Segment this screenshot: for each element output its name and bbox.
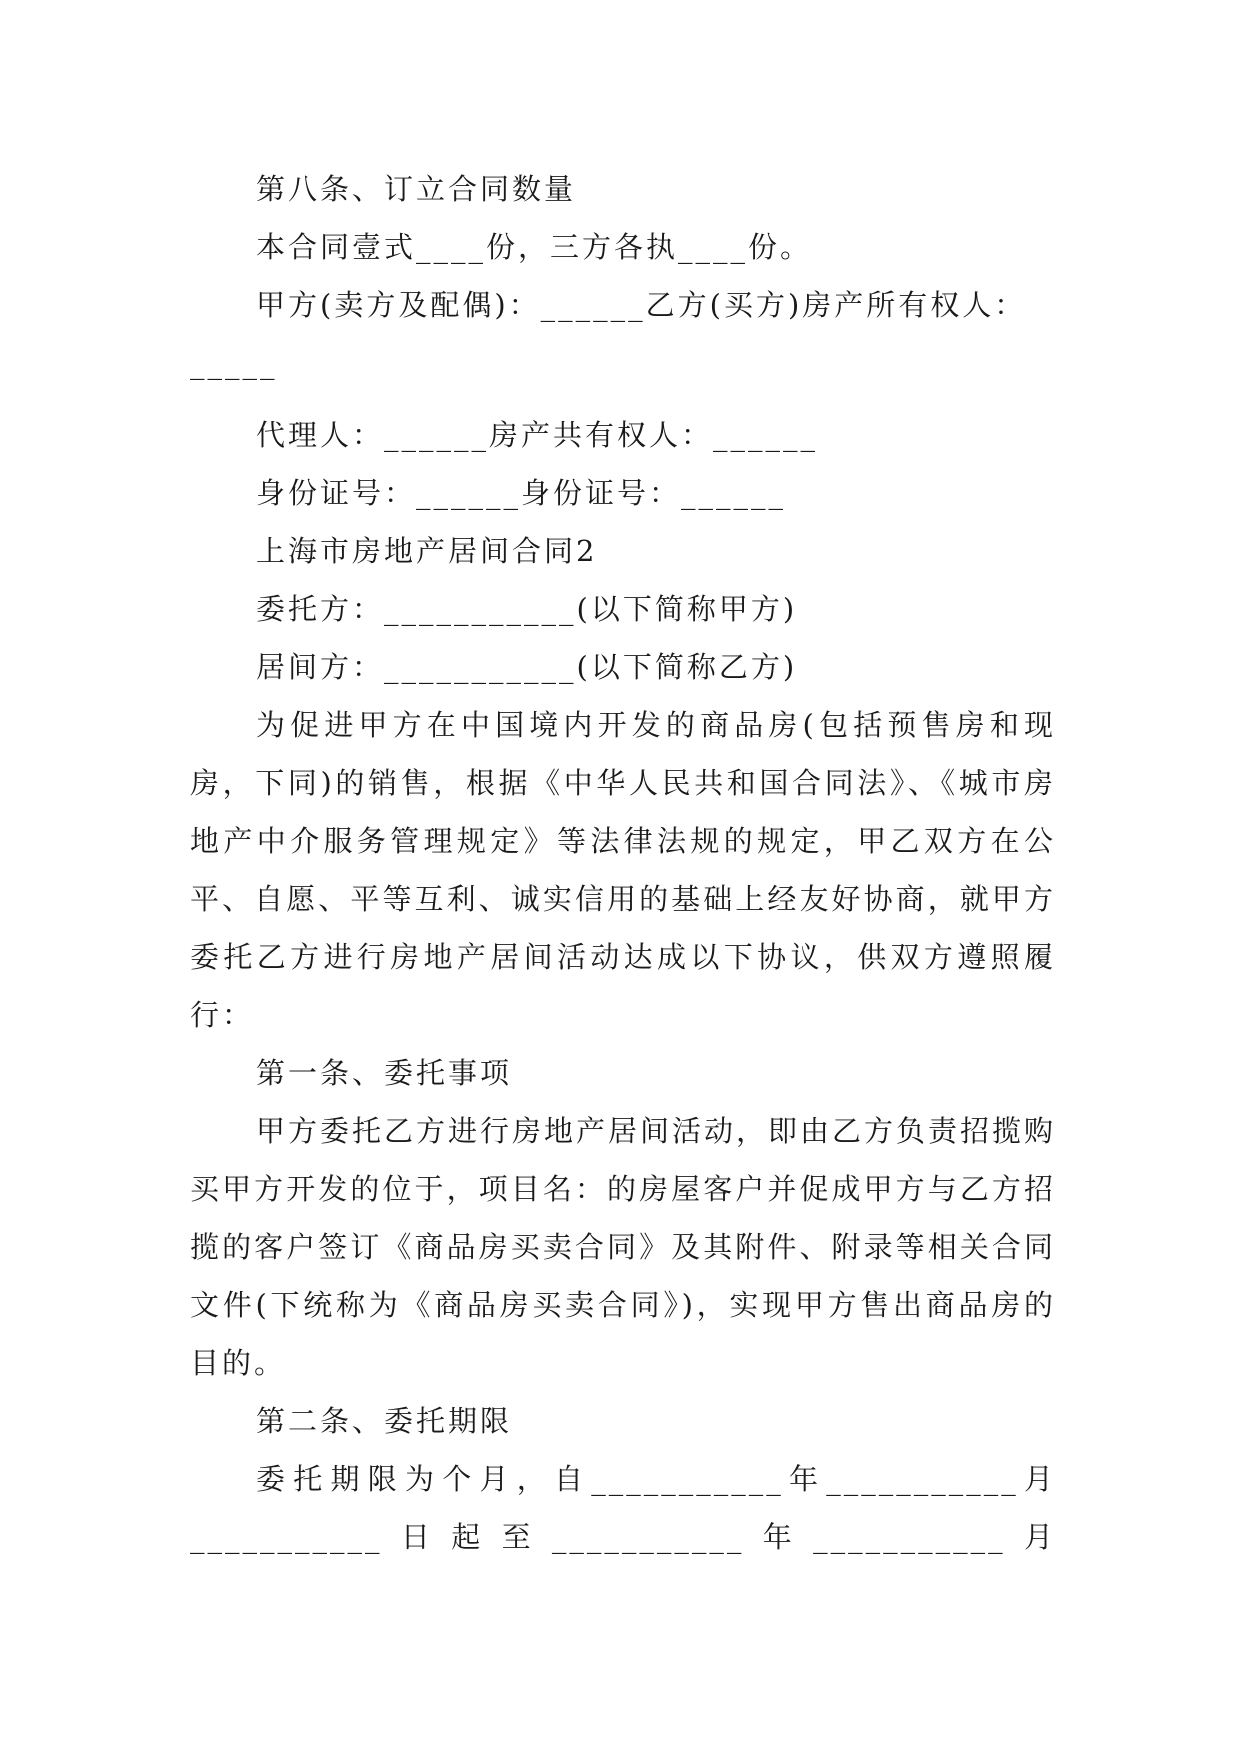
document-body: [190, 160, 1056, 1566]
term-token: 委: [256, 1462, 289, 1496]
agent-line: 代理人：______房产共有权人：______: [256, 418, 819, 452]
article-1-heading: 第一条、委托事项: [256, 1056, 513, 1090]
term-token: 个: [442, 1462, 475, 1496]
term-blank: ___________: [551, 1520, 745, 1554]
term-line-2: [190, 1508, 1056, 1566]
term-token: 年: [762, 1520, 795, 1554]
term-token: 月: [479, 1462, 512, 1496]
article-1-body: 甲方委托乙方进行房地产居间活动，即由乙方负责招揽购买甲方开发的位于，项目名：的房屋客户并促成甲方与乙方招揽的客户签订《商品房买卖合同》及其附件、附录等相关合同文件(下统称为《商品房买卖合同》)，实现甲方售出商品房的目的。: [190, 1114, 1057, 1380]
term-line-1: [190, 1450, 1056, 1508]
term-blank: ___________: [190, 1520, 383, 1554]
term-token: ，: [516, 1462, 549, 1496]
term-blank: ___________: [826, 1462, 1019, 1496]
intermediary-party-line: 居间方：___________(以下简称乙方): [256, 650, 798, 684]
principal-party-line: 委托方：___________(以下简称甲方): [256, 592, 798, 626]
term-token: 起: [451, 1520, 484, 1554]
term-blank: ___________: [591, 1462, 784, 1496]
term-token: 年: [788, 1462, 821, 1496]
term-blank: ___________: [813, 1520, 1006, 1554]
article-8-heading: 第八条、订立合同数量: [256, 172, 577, 206]
term-token: 日: [400, 1520, 433, 1554]
term-token: 月: [1023, 1520, 1056, 1554]
party-a-line-continued: _____: [190, 346, 278, 380]
term-token: 为: [405, 1462, 438, 1496]
party-a-line: 甲方(卖方及配偶)：______乙方(买方)房产所有权人：: [256, 288, 1027, 322]
copies-clause: 本合同壹式____份，三方各执____份。: [256, 230, 813, 264]
preamble-paragraph: 为促进甲方在中国境内开发的商品房(包括预售房和现房，下同)的销售，根据《中华人民共和国合同法》、《城市房地产中介服务管理规定》等法律法规的规定，甲乙双方在公平、自愿、平等互利、诚实信用的基础上经友好协商，就甲方委托乙方进行房地产居间活动达成以下协议，供双方遵照履行：: [190, 708, 1056, 1032]
term-token: 期: [330, 1462, 363, 1496]
term-token: 限: [367, 1462, 400, 1496]
term-token: 月: [1023, 1462, 1056, 1496]
article-2-heading: 第二条、委托期限: [256, 1404, 513, 1438]
contract-2-title: 上海市房地产居间合同2: [256, 534, 598, 568]
term-token: 自: [554, 1462, 587, 1496]
term-token: 托: [293, 1462, 326, 1496]
term-token: 至: [501, 1520, 534, 1554]
id-number-line: 身份证号：______身份证号：______: [256, 476, 787, 510]
